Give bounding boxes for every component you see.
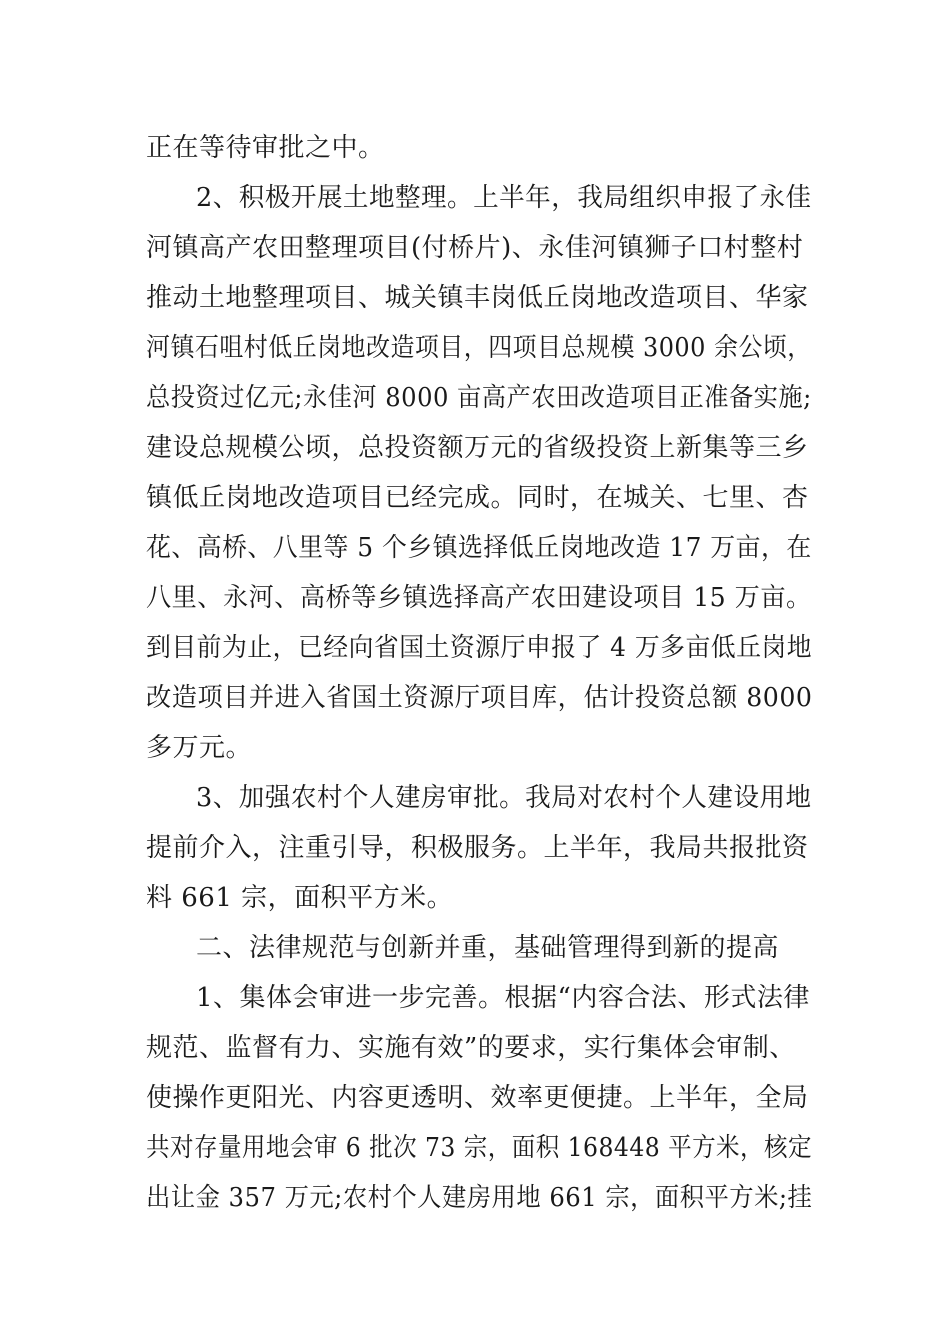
text-line: 规范、监督有力、实施有效”的要求，实行集体会审制、	[146, 1033, 796, 1063]
text-line: 河镇石咀村低丘岗地改造项目，四项目总规模 3000 余公顷，	[146, 333, 812, 363]
text-line: 建设总规模公顷，总投资额万元的省级投资上新集等三乡	[146, 433, 809, 463]
section-heading: 二、法律规范与创新并重，基础管理得到新的提高	[196, 933, 780, 963]
text-line: 出让金 357 万元;农村个人建房用地 661 宗，面积平方米;挂	[146, 1183, 813, 1213]
text-line: 花、高桥、八里等 5 个乡镇选择低丘岗地改造 17 万亩，在	[146, 533, 812, 563]
text-line: 总投资过亿元;永佳河 8000 亩高产农田改造项目正准备实施;	[146, 383, 812, 413]
paragraph-start: 2、积极开展土地整理。上半年，我局组织申报了永佳	[196, 183, 812, 213]
text-line: 八里、永河、高桥等乡镇选择高产农田建设项目 15 万亩。	[146, 583, 812, 613]
text-line: 推动土地整理项目、城关镇丰岗低丘岗地改造项目、华家	[146, 283, 809, 313]
text-line: 料 661 宗，面积平方米。	[146, 883, 454, 913]
paragraph-start: 1、集体会审进一步完善。根据“内容合法、形式法律	[196, 983, 810, 1013]
paragraph-start: 3、加强农村个人建房审批。我局对农村个人建设用地	[196, 783, 812, 813]
text-line: 正在等待审批之中。	[146, 133, 385, 163]
text-line: 多万元。	[146, 733, 253, 763]
text-line: 共对存量用地会审 6 批次 73 宗，面积 168448 平方米，核定	[146, 1133, 812, 1163]
text-line: 到目前为止，已经向省国土资源厅申报了 4 万多亩低丘岗地	[146, 633, 813, 663]
text-line: 河镇高产农田整理项目(付桥片)、永佳河镇狮子口村整村	[146, 233, 804, 263]
text-line: 改造项目并进入省国土资源厅项目库，估计投资总额 8000	[146, 683, 813, 713]
text-line: 使操作更阳光、内容更透明、效率更便捷。上半年，全局	[146, 1083, 809, 1113]
text-line: 提前介入，注重引导，积极服务。上半年，我局共报批资	[146, 833, 809, 863]
text-line: 镇低丘岗地改造项目已经完成。同时，在城关、七里、杏	[146, 483, 809, 513]
